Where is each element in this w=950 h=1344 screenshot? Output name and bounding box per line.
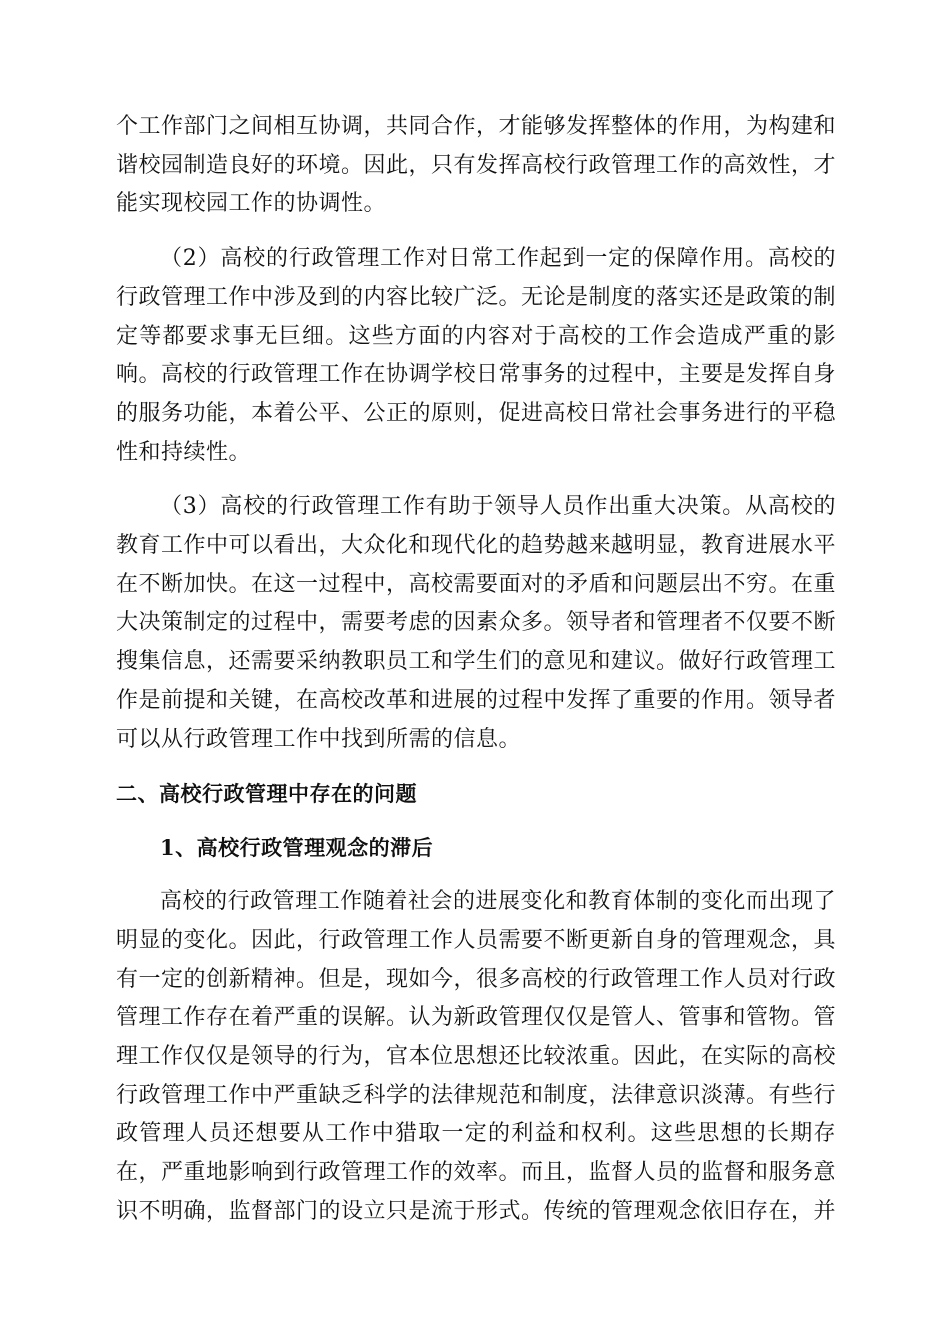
paragraph-point-2: （2）高校的行政管理工作对日常工作起到一定的保障作用。高校的行政管理工作中涉及到的内容比较广泛。无论是制度的落实还是政策的制定等都要求事无巨细。这些方面的内容对于高校的工作会造成严重的影响。高校的行政管理工作在协调学校日常事务的过程中，主要是发挥自身的服务功能，本着公平、公正的原则，促进高校日常社会事务进行的平稳性和持续性。: [116, 246, 837, 465]
paragraph-spacer: [116, 759, 836, 775]
paragraph-body: 高校的行政管理工作随着社会的进展变化和教育体制的变化而出现了明显的变化。因此，行政管理工作人员需要不断更新自身的管理观念，具有一定的创新精神。但是，现如今，很多高校的行政管理工作人员对行政管理工作存在着严重的误解。认为新政管理仅仅是管人、管事和管物。管理工作仅仅是领导的行为，官本位思想还比较浓重。因此，在实际的高校行政管理工作中严重缺乏科学的法律规范和制度，法律意识淡薄。有些行政管理人员还想要从工作中猎取一定的利益和权利。这些思想的长期存在，严重地影响到行政管理工作的效率。而且，监督人员的监督和服务意识不明确，监督部门的设立只是流于形式。传统的管理观念依旧存在，并: [116, 889, 837, 1224]
document-body: [116, 108, 836, 1232]
subsection-heading: 1、高校行政管理观念的滞后: [160, 835, 434, 861]
paragraph-point-3: （3）高校的行政管理工作有助于领导人员作出重大决策。从高校的教育工作中可以看出，大众化和现代化的趋势越来越明显，教育进展水平在不断加快。在这一过程中，高校需要面对的矛盾和问题层出不穷。在重大决策制定的过程中，需要考虑的因素众多。领导者和管理者不仅要不断搜集信息，还需要采纳教职员工和学生们的意见和建议。做好行政管理工作是前提和关键，在高校改革和进展的过程中发挥了重要的作用。领导者可以从行政管理工作中找到所需的信息。: [116, 494, 837, 752]
paragraph-continuation: 个工作部门之间相互协调，共同合作，才能够发挥整体的作用，为构建和谐校园制造良好的环境。因此，只有发挥高校行政管理工作的高效性，才能实现校园工作的协调性。: [116, 114, 837, 217]
paragraph-spacer: [116, 224, 836, 240]
section-heading: 二、高校行政管理中存在的问题: [116, 782, 417, 807]
paragraph-spacer: [116, 867, 836, 883]
paragraph-spacer: [116, 472, 836, 488]
paragraph-spacer: [116, 813, 836, 829]
